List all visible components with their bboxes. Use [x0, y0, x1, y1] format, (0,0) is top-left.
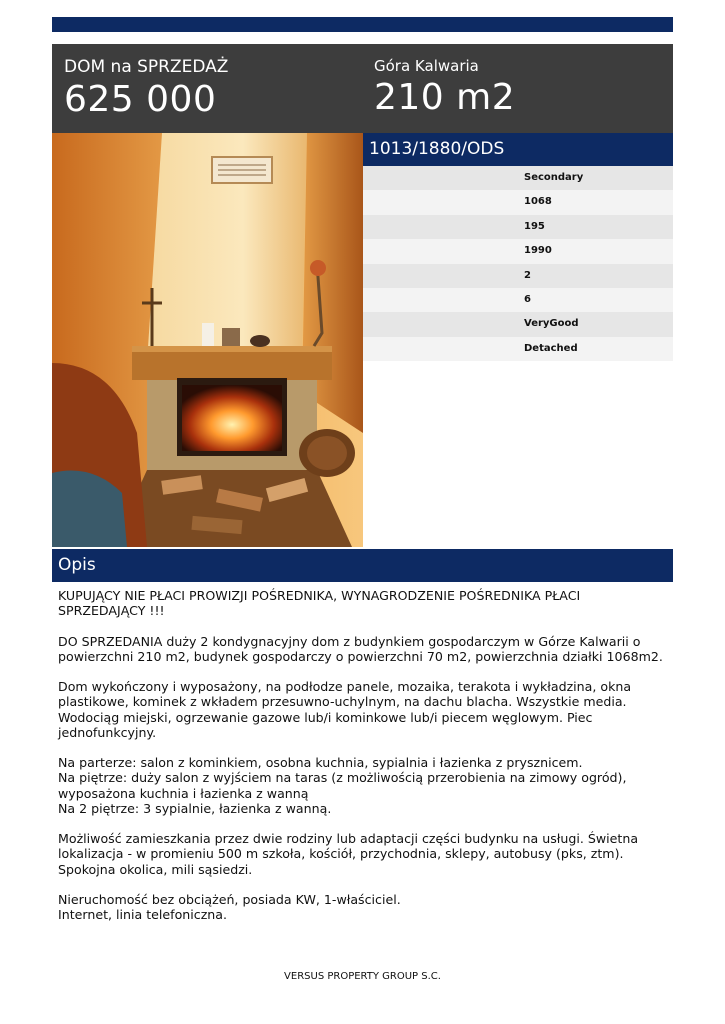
description-paragraph: Możliwość zamieszkania przez dwie rodziny lub adaptacji części budynku na usługi. Świetna lokalizacja - w promieniu 500 m szkoła, kościół, przychodnia, sklepy, autobusy (pks, ztm). Spokojna okolica, mili sąsiedzi.: [58, 831, 639, 877]
property-area: 210 m2: [374, 77, 516, 118]
property-photo-fireplace: [52, 133, 363, 547]
header-left: [64, 56, 228, 120]
property-price: 625 000: [64, 79, 217, 120]
attribute-rooms: 6: [363, 288, 673, 312]
description-paragraph: Na parterze: salon z kominkiem, osobna kuchnia, sypialnia i łazienka z prysznicem. Na piętrze: duży salon z wyjściem na taras (z możliwością przerobienia na zimowy ogród), wyposażona kuchnia i łazienka z wanną Na 2 piętrze: 3 sypialnie, łazienka z wanną.: [58, 755, 627, 816]
reference-number: 1013/1880/ODS: [363, 133, 673, 166]
description-body: [58, 588, 670, 938]
fireplace-image: [52, 133, 363, 547]
attribute-building-type: Detached: [363, 337, 673, 361]
attribute-usable-area: 195: [363, 215, 673, 239]
attribute-plot-area: 1068: [363, 190, 673, 214]
attribute-year-built: 1990: [363, 239, 673, 263]
property-type: DOM na SPRZEDAŻ: [64, 57, 229, 77]
header-right: [374, 56, 515, 118]
attribute-market: Secondary: [363, 166, 673, 190]
description-paragraph: DO SPRZEDANIA duży 2 kondygnacyjny dom z budynkiem gospodarczym w Górze Kalwarii o powierzchni 210 m2, budynek gospodarczy o powierzchni 70 m2, powierzchnia działki 1068m2.: [58, 633, 663, 664]
description-paragraph: KUPUJĄCY NIE PŁACI PROWIZJI POŚREDNIKA, WYNAGRODZENIE POŚREDNIKA PŁACI SPRZEDAJĄCY !!!: [58, 588, 581, 619]
footer-company: VERSUS PROPERTY GROUP S.C.: [284, 971, 441, 982]
description-paragraph: Dom wykończony i wyposażony, na podłodze panele, mozaika, terakota i wykładzina, okna plastikowe, kominek z wkładem przesuwno-uchylnym, na dachu blacha. Wszystkie media. Wodociąg miejski, ogrzewanie gazowe lub/i kominkowe lub/i piecem węglowym. Piec jednofunkcyjny.: [58, 679, 632, 740]
attributes-table: [363, 166, 673, 361]
property-city: Góra Kalwaria: [374, 57, 479, 75]
attribute-floors: 2: [363, 264, 673, 288]
description-heading: Opis: [52, 549, 673, 582]
listing-header: [52, 44, 673, 133]
description-paragraph: Nieruchomość bez obciążeń, posiada KW, 1-właściciel. Internet, linia telefoniczna.: [58, 891, 401, 923]
top-accent-bar: [52, 17, 673, 32]
attribute-condition: VeryGood: [363, 312, 673, 336]
